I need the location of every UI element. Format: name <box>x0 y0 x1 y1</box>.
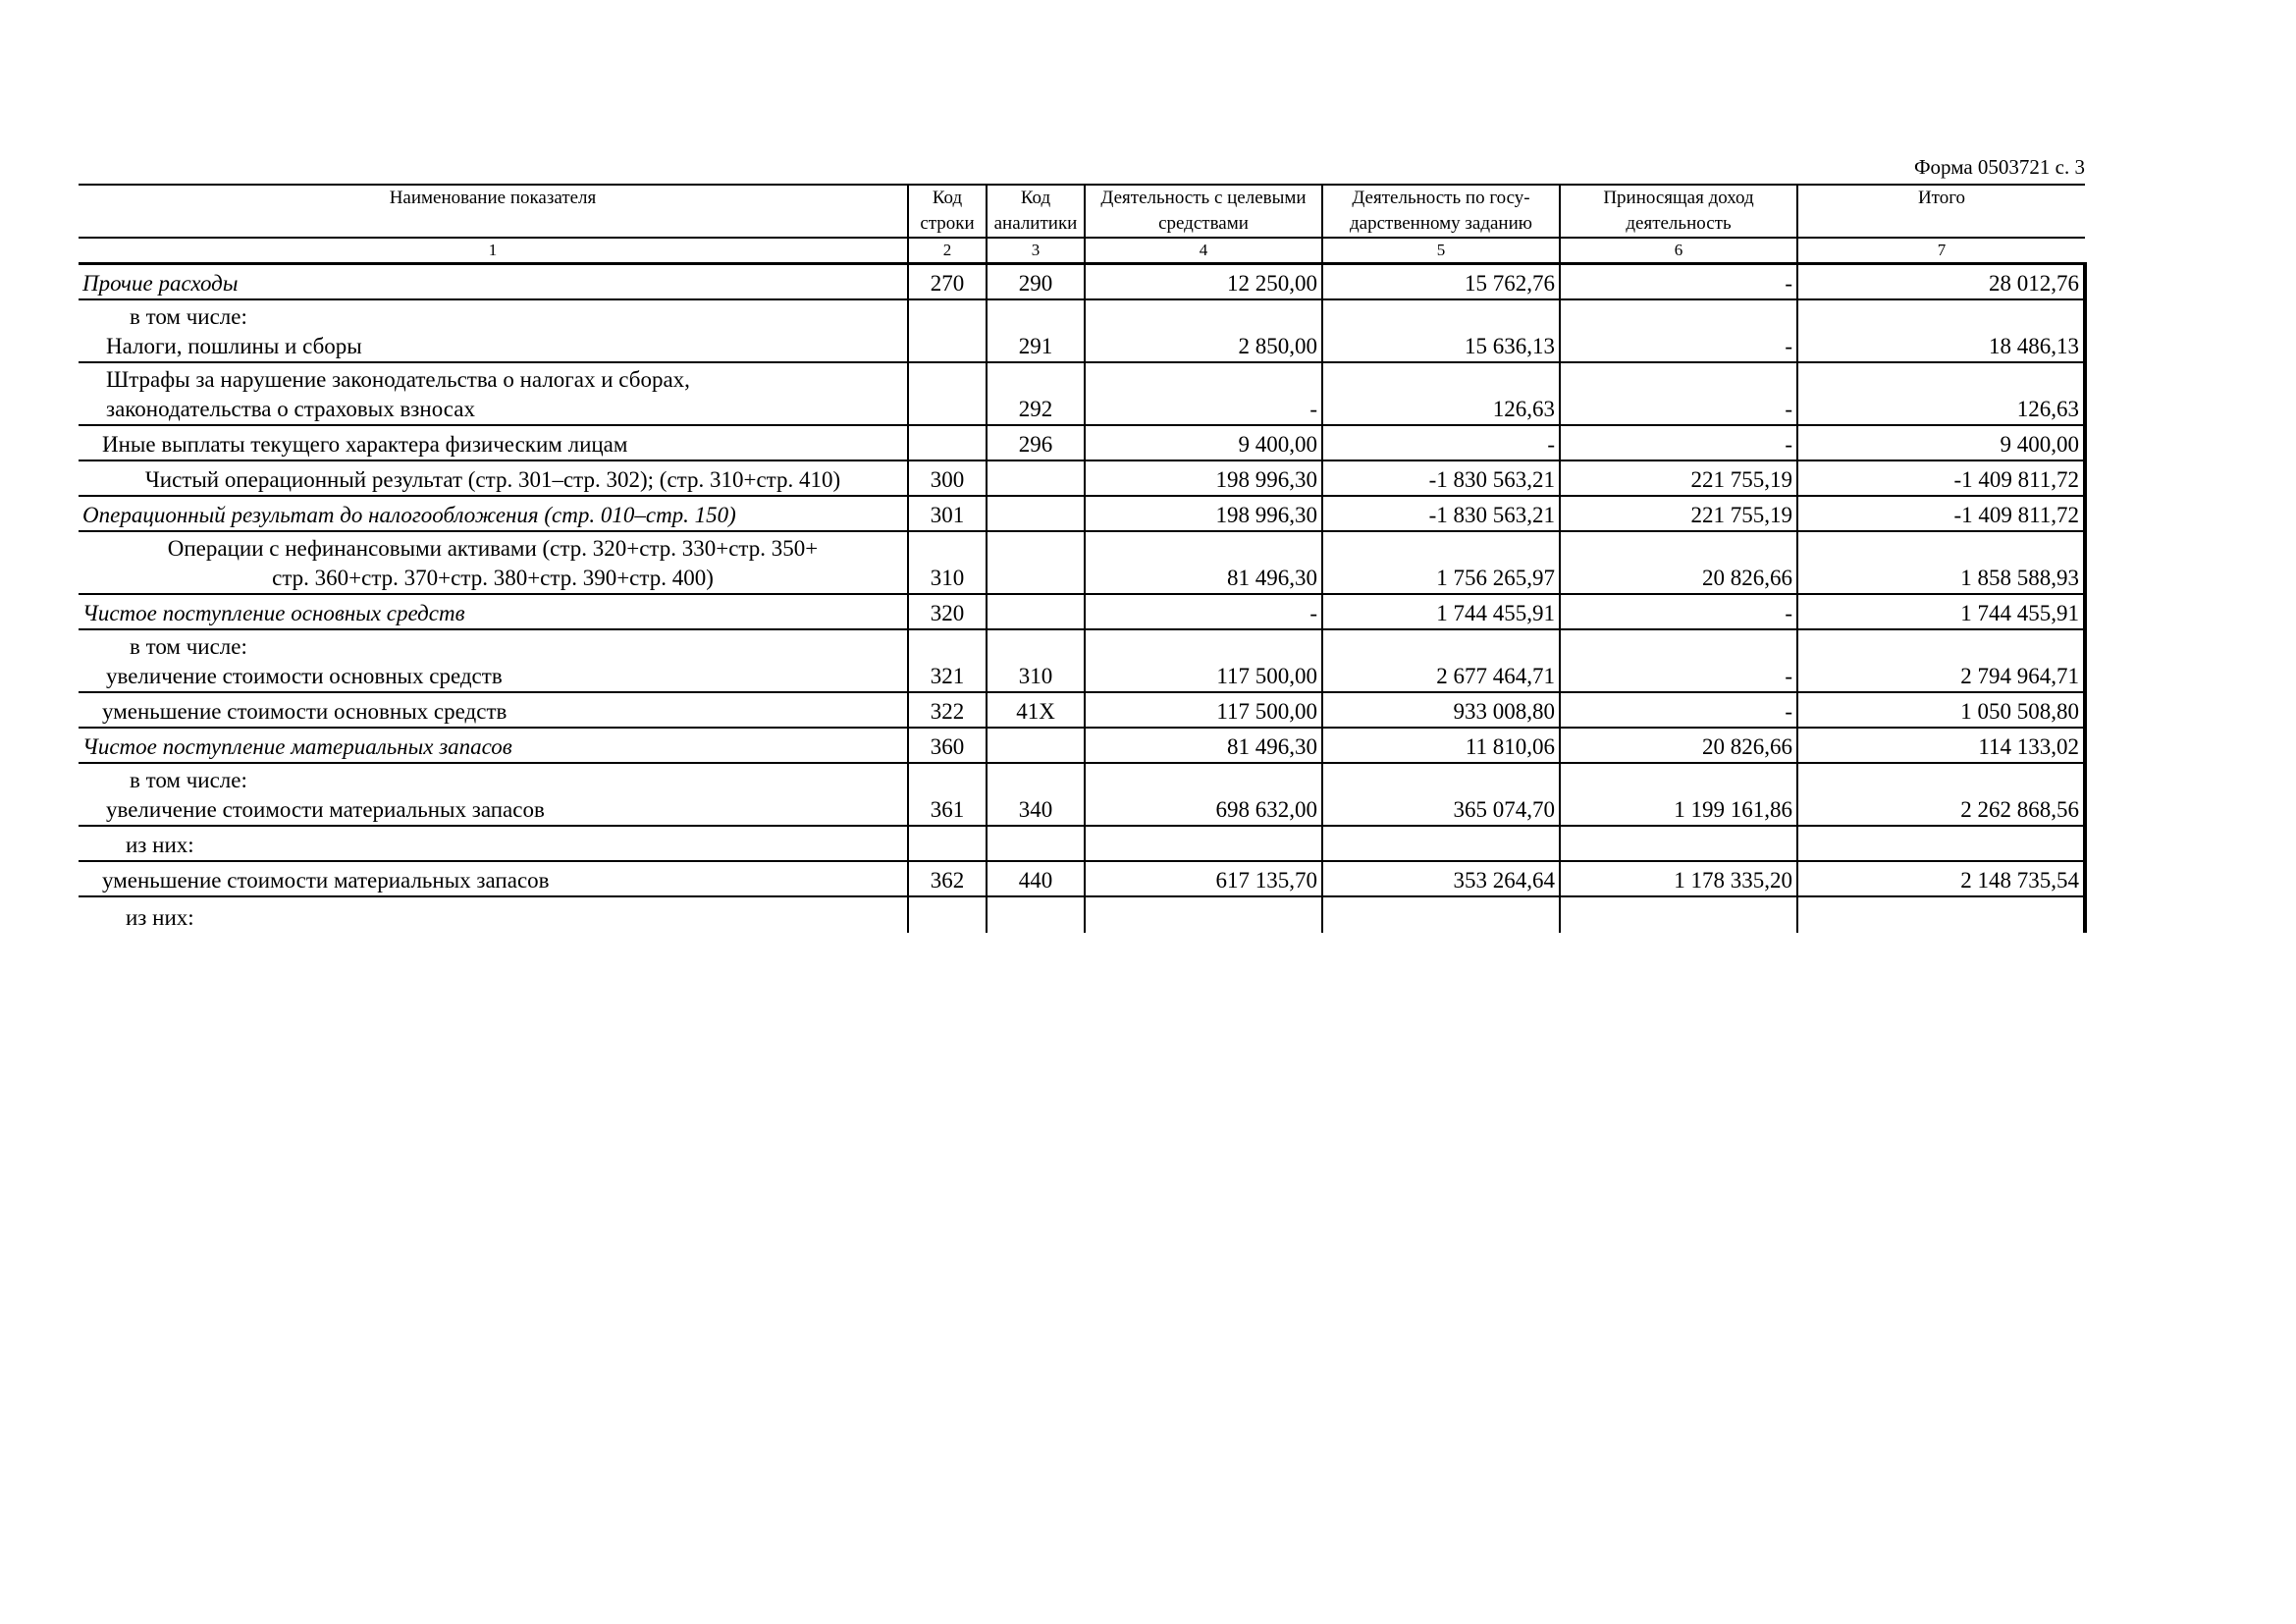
table-row <box>79 362 2085 425</box>
row-name-cell <box>79 763 908 826</box>
row-subheading: в том числе: <box>130 768 247 792</box>
table-row <box>79 594 2085 629</box>
table-row <box>79 763 2085 826</box>
column-number: 2 <box>908 238 987 264</box>
row-code: 310 <box>908 531 987 594</box>
value-target-funds <box>1085 896 1322 933</box>
value-income-activity: - <box>1560 425 1797 460</box>
table-row <box>79 460 2085 496</box>
row-code: 320 <box>908 594 987 629</box>
row-name: Чистое поступление основных средств <box>79 594 908 629</box>
column-number: 3 <box>987 238 1085 264</box>
row-code <box>908 896 987 933</box>
value-state-task: - <box>1322 425 1560 460</box>
value-state-task <box>1322 826 1560 861</box>
row-name-line-1: Штрафы за нарушение законодательства о налогах и сборах, <box>106 367 690 392</box>
value-state-task: -1 830 563,21 <box>1322 496 1560 531</box>
value-target-funds: - <box>1085 594 1322 629</box>
value-income-activity: - <box>1560 362 1797 425</box>
row-code <box>908 425 987 460</box>
row-name: Иные выплаты текущего характера физическим лицам <box>79 425 908 460</box>
value-income-activity: 221 755,19 <box>1560 460 1797 496</box>
row-analytics <box>987 594 1085 629</box>
row-analytics <box>987 826 1085 861</box>
header-total: Итого <box>1797 185 2085 238</box>
header-code: Код строки <box>908 185 987 238</box>
value-target-funds: - <box>1085 362 1322 425</box>
value-state-task: 15 762,76 <box>1322 264 1560 300</box>
table-row <box>79 425 2085 460</box>
row-name-line-2: законодательства о страховых взносах <box>106 397 475 421</box>
row-name: увеличение стоимости материальных запасов <box>106 797 545 822</box>
row-analytics: 440 <box>987 861 1085 896</box>
report-table <box>79 184 2087 933</box>
value-total: 1 050 508,80 <box>1797 692 2085 728</box>
row-name: уменьшение стоимости материальных запасов <box>79 861 908 896</box>
header-row <box>79 185 2085 238</box>
header-state-task: Деятельность по госу-дарственному заданию <box>1322 185 1560 238</box>
table-row <box>79 826 2085 861</box>
column-number: 7 <box>1797 238 2085 264</box>
table-row <box>79 728 2085 763</box>
value-state-task: 365 074,70 <box>1322 763 1560 826</box>
row-code: 321 <box>908 629 987 692</box>
value-total: 2 794 964,71 <box>1797 629 2085 692</box>
row-name-cell <box>79 629 908 692</box>
value-target-funds: 81 496,30 <box>1085 531 1322 594</box>
row-analytics <box>987 728 1085 763</box>
row-analytics <box>987 460 1085 496</box>
row-code <box>908 299 987 362</box>
value-total: 2 262 868,56 <box>1797 763 2085 826</box>
value-income-activity <box>1560 896 1797 933</box>
row-analytics: 41X <box>987 692 1085 728</box>
value-income-activity: 20 826,66 <box>1560 531 1797 594</box>
value-target-funds: 12 250,00 <box>1085 264 1322 300</box>
row-subheading: в том числе: <box>130 304 247 329</box>
value-target-funds: 198 996,30 <box>1085 460 1322 496</box>
value-income-activity: 20 826,66 <box>1560 728 1797 763</box>
header-income-activity: Приносящая доход деятельность <box>1560 185 1797 238</box>
row-name-cell <box>79 531 908 594</box>
row-subheading: в том числе: <box>130 634 247 659</box>
value-state-task: 11 810,06 <box>1322 728 1560 763</box>
row-analytics <box>987 896 1085 933</box>
value-state-task <box>1322 896 1560 933</box>
row-name-cell <box>79 299 908 362</box>
value-state-task: 1 756 265,97 <box>1322 531 1560 594</box>
form-label: Форма 0503721 с. 3 <box>1913 155 2085 179</box>
value-total <box>1797 826 2085 861</box>
row-name: Операционный результат до налогообложения (стр. 010–стр. 150) <box>79 496 908 531</box>
value-income-activity <box>1560 826 1797 861</box>
row-code: 301 <box>908 496 987 531</box>
value-state-task: 15 636,13 <box>1322 299 1560 362</box>
column-number: 6 <box>1560 238 1797 264</box>
value-income-activity: 1 178 335,20 <box>1560 861 1797 896</box>
value-target-funds: 117 500,00 <box>1085 692 1322 728</box>
value-income-activity: - <box>1560 594 1797 629</box>
column-number: 5 <box>1322 238 1560 264</box>
value-total: 18 486,13 <box>1797 299 2085 362</box>
value-total: 1 744 455,91 <box>1797 594 2085 629</box>
row-analytics: 310 <box>987 629 1085 692</box>
value-state-task: 1 744 455,91 <box>1322 594 1560 629</box>
row-code: 360 <box>908 728 987 763</box>
row-analytics <box>987 496 1085 531</box>
row-code <box>908 362 987 425</box>
row-name: Чистое поступление материальных запасов <box>79 728 908 763</box>
row-code: 361 <box>908 763 987 826</box>
value-income-activity: 221 755,19 <box>1560 496 1797 531</box>
value-state-task: 933 008,80 <box>1322 692 1560 728</box>
value-target-funds: 9 400,00 <box>1085 425 1322 460</box>
row-code <box>908 826 987 861</box>
header-target-funds: Деятельность с целевыми средствами <box>1085 185 1322 238</box>
value-income-activity: - <box>1560 692 1797 728</box>
column-number-row <box>79 238 2085 264</box>
table-row <box>79 299 2085 362</box>
value-total: 9 400,00 <box>1797 425 2085 460</box>
value-state-task: 353 264,64 <box>1322 861 1560 896</box>
row-name: Налоги, пошлины и сборы <box>106 334 362 358</box>
value-income-activity: 1 199 161,86 <box>1560 763 1797 826</box>
value-target-funds: 198 996,30 <box>1085 496 1322 531</box>
value-target-funds: 698 632,00 <box>1085 763 1322 826</box>
row-name-line-1: Операции с нефинансовыми активами (стр. 320+стр. 330+стр. 350+ <box>167 536 819 561</box>
table-row <box>79 692 2085 728</box>
value-target-funds: 2 850,00 <box>1085 299 1322 362</box>
header-analytics: Код аналитики <box>987 185 1085 238</box>
row-analytics: 292 <box>987 362 1085 425</box>
value-target-funds: 81 496,30 <box>1085 728 1322 763</box>
row-subheading: из них: <box>126 905 194 930</box>
row-name-line-2: стр. 360+стр. 370+стр. 380+стр. 390+стр. 400) <box>272 566 714 590</box>
value-total: 126,63 <box>1797 362 2085 425</box>
column-number: 1 <box>79 238 908 264</box>
value-income-activity: - <box>1560 299 1797 362</box>
row-analytics: 296 <box>987 425 1085 460</box>
table-row <box>79 896 2085 933</box>
table-row <box>79 861 2085 896</box>
value-total: -1 409 811,72 <box>1797 496 2085 531</box>
row-code: 322 <box>908 692 987 728</box>
value-target-funds <box>1085 826 1322 861</box>
table-row <box>79 264 2085 300</box>
value-total <box>1797 896 2085 933</box>
row-code: 300 <box>908 460 987 496</box>
table-row <box>79 629 2085 692</box>
value-state-task: -1 830 563,21 <box>1322 460 1560 496</box>
row-name: Чистый операционный результат (стр. 301–стр. 302); (стр. 310+стр. 410) <box>79 460 908 496</box>
row-analytics <box>987 531 1085 594</box>
value-income-activity: - <box>1560 629 1797 692</box>
value-total: 114 133,02 <box>1797 728 2085 763</box>
value-state-task: 126,63 <box>1322 362 1560 425</box>
row-name-cell <box>79 362 908 425</box>
value-total: 2 148 735,54 <box>1797 861 2085 896</box>
row-code: 270 <box>908 264 987 300</box>
table-row <box>79 496 2085 531</box>
value-total: 1 858 588,93 <box>1797 531 2085 594</box>
row-analytics: 290 <box>987 264 1085 300</box>
row-name: уменьшение стоимости основных средств <box>79 692 908 728</box>
column-number: 4 <box>1085 238 1322 264</box>
row-name: Прочие расходы <box>79 264 908 300</box>
value-income-activity: - <box>1560 264 1797 300</box>
value-total: 28 012,76 <box>1797 264 2085 300</box>
row-code: 362 <box>908 861 987 896</box>
value-state-task: 2 677 464,71 <box>1322 629 1560 692</box>
header-name: Наименование показателя <box>389 188 597 208</box>
value-target-funds: 617 135,70 <box>1085 861 1322 896</box>
value-target-funds: 117 500,00 <box>1085 629 1322 692</box>
value-total: -1 409 811,72 <box>1797 460 2085 496</box>
row-subheading: из них: <box>79 826 908 861</box>
row-analytics: 340 <box>987 763 1085 826</box>
row-analytics: 291 <box>987 299 1085 362</box>
row-name: увеличение стоимости основных средств <box>106 664 503 688</box>
table-row <box>79 531 2085 594</box>
